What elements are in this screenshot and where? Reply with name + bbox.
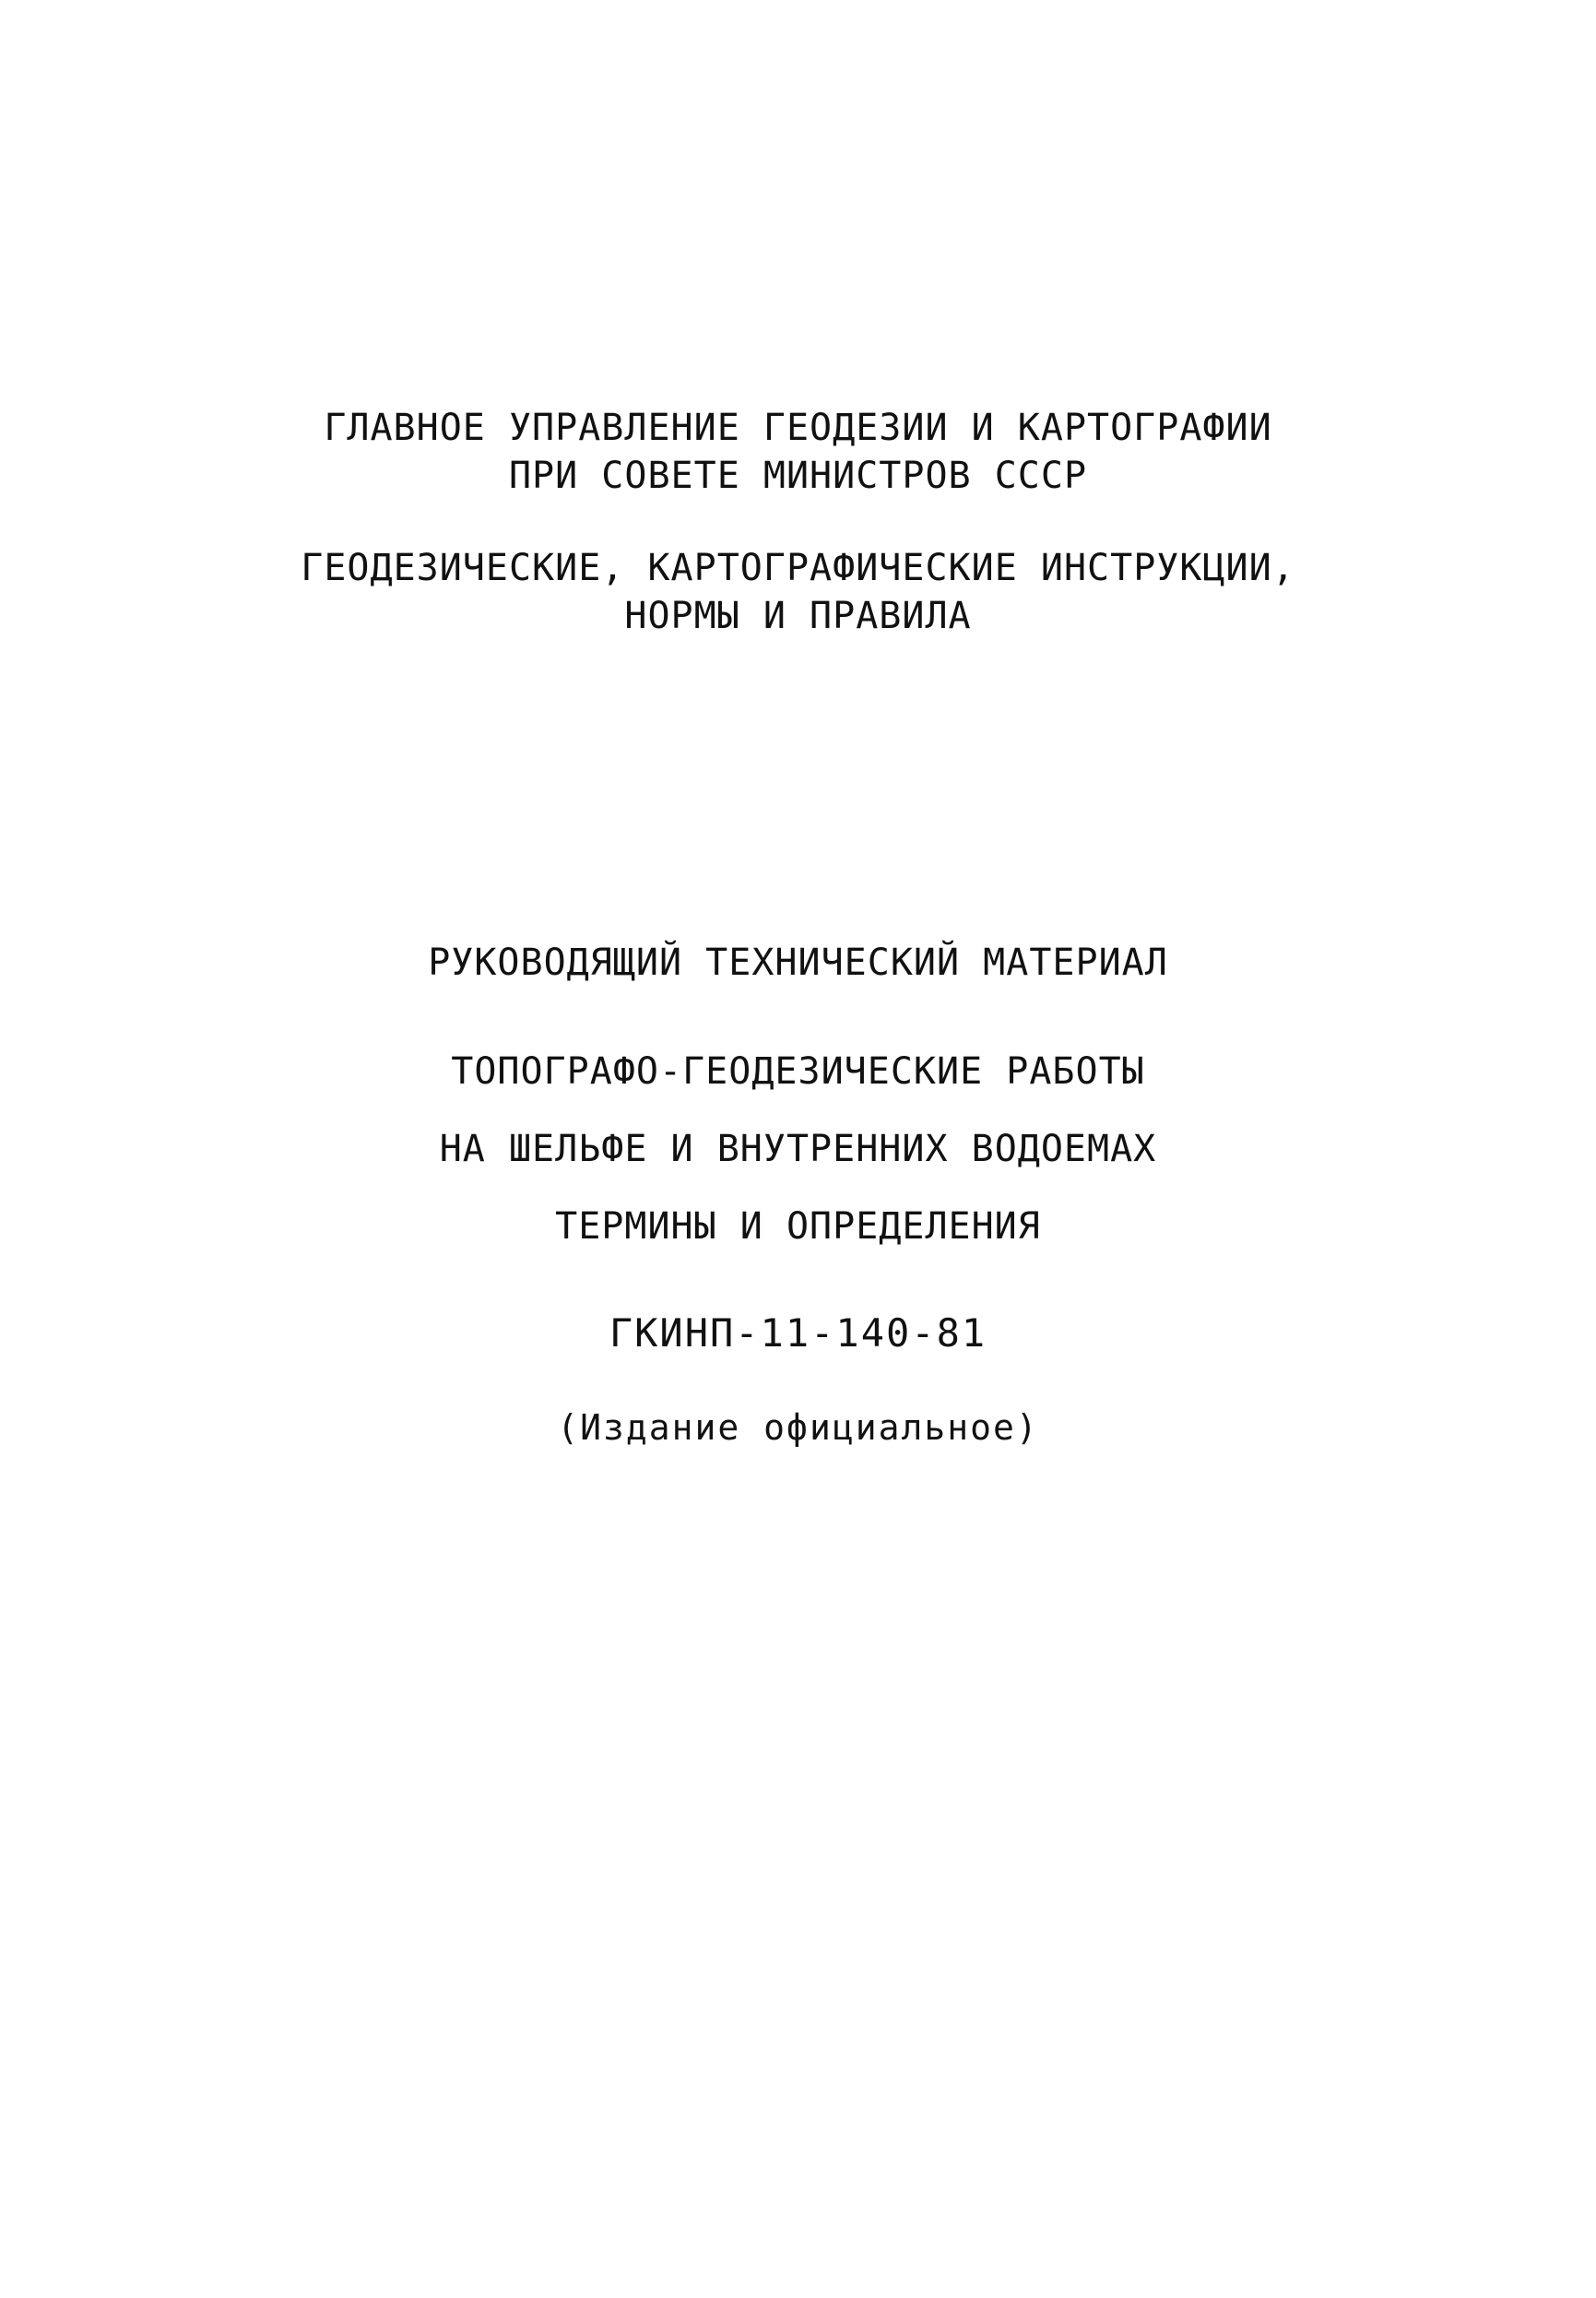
edition-note	[0, 1404, 1596, 1451]
series-line-2: НОРМЫ И ПРАВИЛА	[624, 595, 972, 637]
document-type-text: РУКОВОДЯЩИЙ ТЕХНИЧЕСКИЙ МАТЕРИАЛ	[428, 942, 1168, 984]
document-code	[0, 1309, 1596, 1357]
organization-heading	[0, 404, 1596, 500]
document-title-line-3: ТЕРМИНЫ И ОПРЕДЕЛЕНИЯ	[555, 1205, 1041, 1248]
series-heading	[0, 544, 1596, 640]
document-title	[0, 1033, 1596, 1265]
organization-line-2: ПРИ СОВЕТЕ МИНИСТРОВ СССР	[508, 455, 1088, 497]
organization-line-1: ГЛАВНОЕ УПРАВЛЕНИЕ ГЕОДЕЗИИ И КАРТОГРАФИИ	[324, 407, 1272, 449]
series-line-1: ГЕОДЕЗИЧЕСКИЕ, КАРТОГРАФИЧЕСКИЕ ИНСТРУКЦИИ,	[301, 547, 1295, 589]
document-title-line-1: ТОПОГРАФО-ГЕОДЕЗИЧЕСКИЕ РАБОТЫ	[451, 1050, 1145, 1093]
document-title-line-2: НА ШЕЛЬФЕ И ВНУТРЕННИХ ВОДОЕМАХ	[439, 1128, 1157, 1170]
document-type	[0, 939, 1596, 987]
edition-note-text: (Издание официальное)	[557, 1407, 1039, 1448]
document-code-text: ГКИНП-11-140-81	[609, 1310, 987, 1356]
